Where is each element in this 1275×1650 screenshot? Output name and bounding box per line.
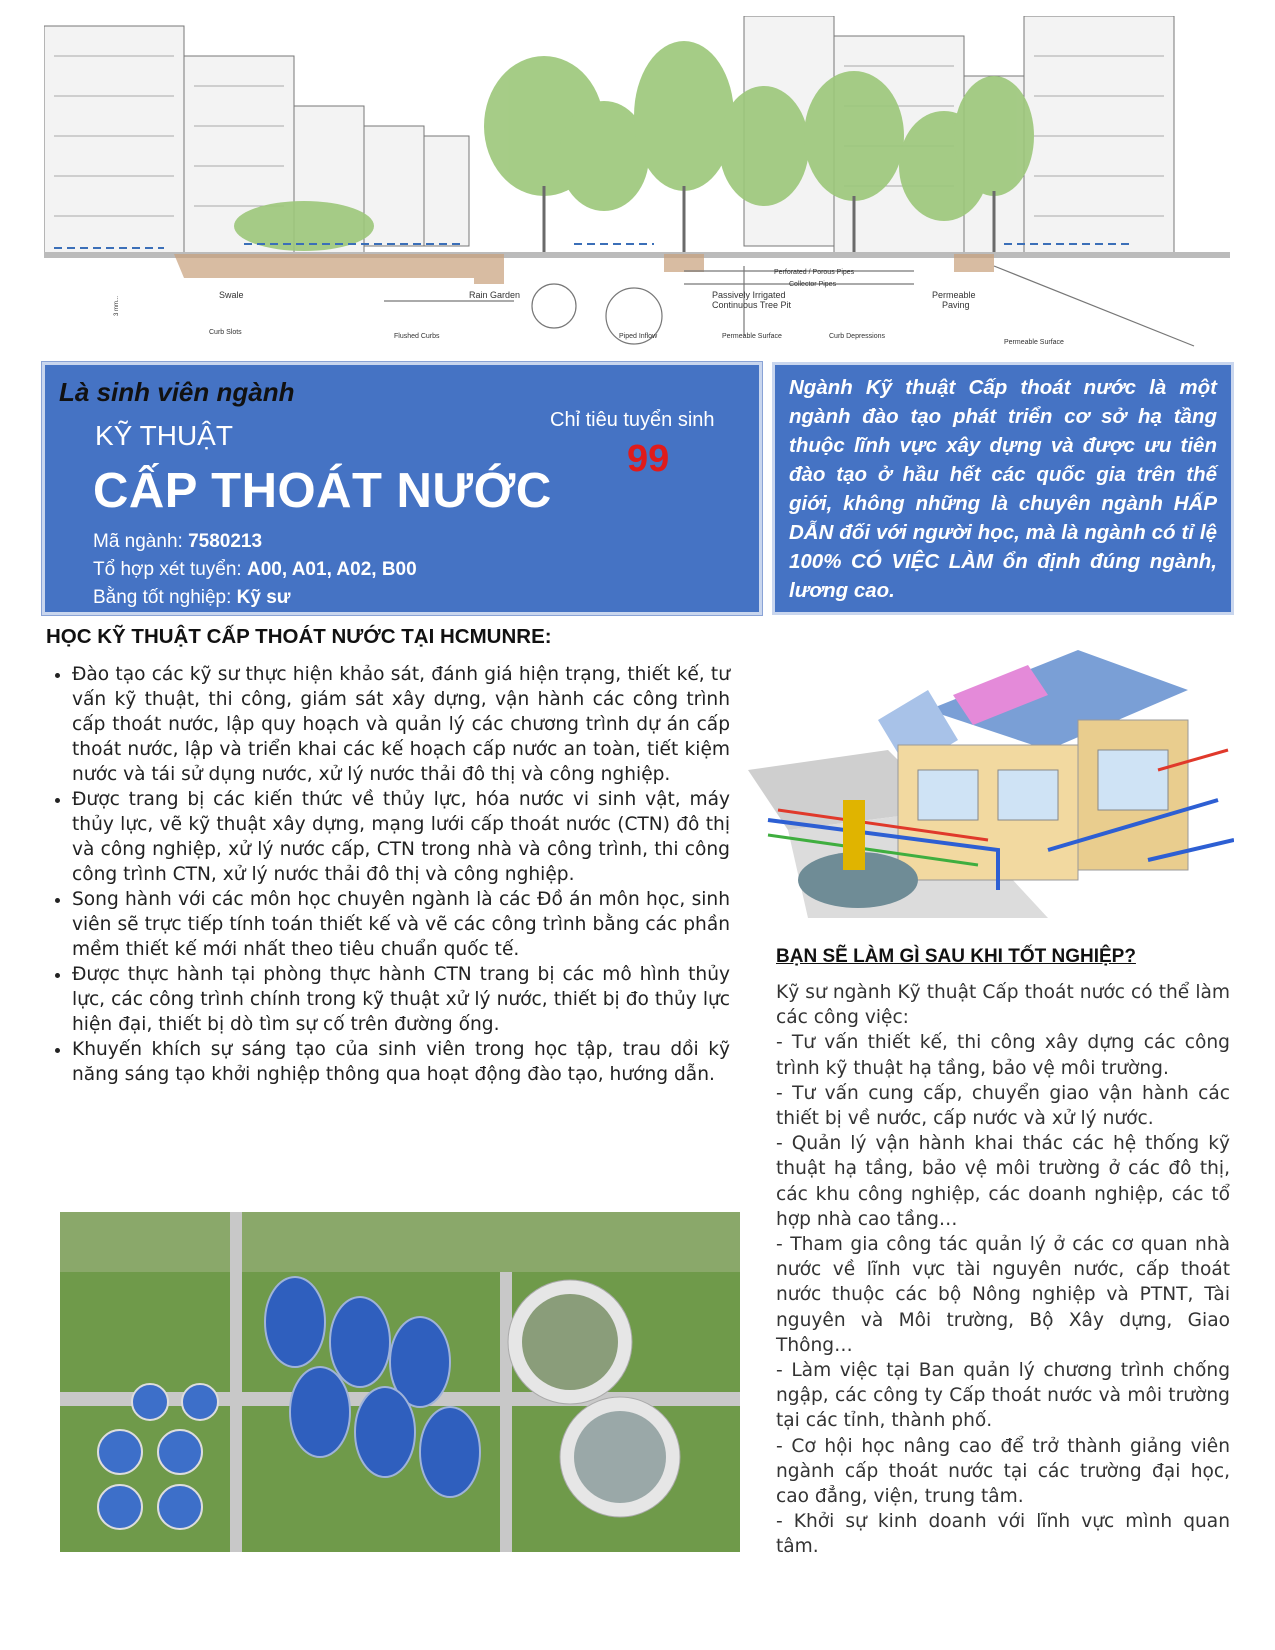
major-code: 7580213	[188, 531, 263, 552]
list-item: - Tư vấn thiết kế, thi công xây dựng các công trình kỹ thuật hạ tầng, bảo vệ môi trường.	[776, 1032, 1230, 1079]
combo-value: A00, A01, A02, B00	[247, 559, 417, 580]
label-rain-garden: Rain Garden	[469, 290, 521, 300]
label-curb-slots: Curb Slots	[209, 329, 242, 336]
list-item: - Tư vấn cung cấp, chuyển giao vận hành các thiết bị về nước, cấp nước và xử lý nước.	[776, 1082, 1230, 1130]
label-passively-irrigated: Passively Irrigated	[712, 290, 786, 300]
degree-label: Bằng tốt nghiệp:	[93, 587, 237, 608]
list-item: • Song hành với các môn học chuyên ngành là các Đồ án môn học, sinh viên sẽ trực tiếp tính toán thiết kế và vẽ các công trình bằng các phần mềm thiết kế mới nhất theo tiêu chuẩn quốc tế.	[72, 887, 730, 962]
career-list	[776, 980, 1230, 1560]
label-flushed-curbs: Flushed Curbs	[394, 333, 440, 340]
major-code-label: Mã ngành:	[93, 531, 189, 552]
combo-label: Tổ hợp xét tuyển:	[93, 559, 247, 580]
degree-row	[93, 587, 291, 609]
list-item: - Quản lý vận hành khai thác các hệ thống kỹ thuật hạ tầng, bảo vệ môi trường ở các đô thị, các khu công nghiệp, các doanh nghiệp, các tổ hợp nhà cao tầng…	[776, 1133, 1230, 1230]
major-title: CẤP THOÁT NƯỚC	[93, 464, 552, 518]
label-tree-pit: Continuous Tree Pit	[712, 300, 792, 310]
study-heading: HỌC KỸ THUẬT CẤP THOÁT NƯỚC TẠI HCMUNRE:	[46, 625, 552, 648]
major-info-box	[42, 362, 762, 615]
house-plumbing-illustration	[748, 650, 1234, 918]
major-line1: KỸ THUẬT	[95, 420, 233, 451]
list-item: • Được trang bị các kiến thức về thủy lực, hóa nước vi sinh vật, máy thủy lực, vẽ kỹ thuật xây dựng, mạng lưới cấp thoát nước (CTN) đô thị và công nghiệp, xử lý nước cấp, CTN trong nhà và công trình, thi công công trình CTN, xử lý nước thải đô thị và công nghiệp.	[72, 787, 730, 887]
list-item: - Làm việc tại Ban quản lý chương trình chống ngập, các công ty Cấp thoát nước và môi trường tại các tỉnh, thành phố.	[776, 1360, 1230, 1432]
label-permeable: Permeable	[932, 290, 976, 300]
list-item: • Được thực hành tại phòng thực hành CTN trang bị các mô hình thủy lực, các công trình chính trong kỹ thuật xử lý nước, thiết bị đo thủy lực hiện đại, thiết bị dò tìm sự cố trên đường ống.	[72, 962, 730, 1037]
label-swale: Swale	[219, 290, 244, 300]
career-intro: Kỹ sư ngành Kỹ thuật Cấp thoát nước có thể làm các công việc:	[776, 982, 1230, 1029]
list-item: - Tham gia công tác quản lý ở các cơ quan nhà nước về lĩnh vực tài nguyên nước, cấp thoát nước thuộc các bộ Nông nghiệp và PTNT, Tài nguyên và Môi trường, Bộ Xây dựng, Giao Thông…	[776, 1234, 1230, 1356]
description-box	[772, 362, 1234, 615]
label-paving: Paving	[942, 300, 970, 310]
label-curb-depressions: Curb Depressions	[829, 333, 886, 340]
intro-text: Là sinh viên ngành	[59, 377, 295, 407]
label-permeable-surface-2: Permeable Surface	[1004, 339, 1064, 346]
label-collector-pipes: Collector Pipes	[789, 281, 837, 288]
street-section-illustration	[44, 16, 1230, 356]
label-piped-inflow: Piped Inflow	[619, 333, 658, 340]
degree-value: Kỹ sư	[236, 587, 291, 608]
list-item: • Đào tạo các kỹ sư thực hiện khảo sát, đánh giá hiện trạng, thiết kế, tư vấn kỹ thuật, thi công, giám sát xây dựng, vận hành các công trình cấp thoát nước, lập quy hoạch và quản lý các chương trình dự án cấp thoát nước, lập và triển khai các kế hoạch cấp nước an toàn, tiết kiệm nước và tái sử dụng nước, xử lý nước thải đô thị và công nghiệp.	[72, 662, 730, 787]
quota-value: 99	[627, 438, 670, 480]
list-item: - Cơ hội học nâng cao để trở thành giảng viên ngành cấp thoát nước tại các trường đại học, cao đẳng, viện, trung tâm.	[776, 1435, 1230, 1508]
list-item: - Khởi sự kinh doanh với lĩnh vực mình quan tâm.	[776, 1511, 1230, 1558]
label-depth: 3 mm...	[114, 295, 120, 316]
combo-row	[93, 559, 417, 581]
quota-label: Chỉ tiêu tuyển sinh	[550, 409, 715, 431]
label-permeable-surface: Permeable Surface	[722, 333, 782, 340]
wastewater-plant-photo	[60, 1212, 740, 1552]
career-heading: BẠN SẼ LÀM GÌ SAU KHI TỐT NGHIỆP?	[776, 946, 1136, 967]
label-perforated-pipes: Perforated / Porous Pipes	[774, 269, 855, 276]
study-list	[46, 662, 730, 1087]
list-item: • Khuyến khích sự sáng tạo của sinh viên trong học tập, trau dồi kỹ năng sáng tạo khởi nghiệp thông qua hoạt động đào tạo, hướng dẫn.	[72, 1037, 730, 1087]
major-description: Ngành Kỹ thuật Cấp thoát nước là một ngành đào tạo phát triển cơ sở hạ tầng thuộc lĩnh vực xây dựng và được ưu tiên đào tạo ở hầu hết các quốc gia trên thế giới, không những là chuyên ngành HẤP DẪN đối với người học, mà là ngành có tỉ lệ 100% CÓ VIỆC LÀM ổn định đúng ngành, lương cao.	[789, 376, 1217, 602]
major-code-row	[93, 531, 262, 553]
